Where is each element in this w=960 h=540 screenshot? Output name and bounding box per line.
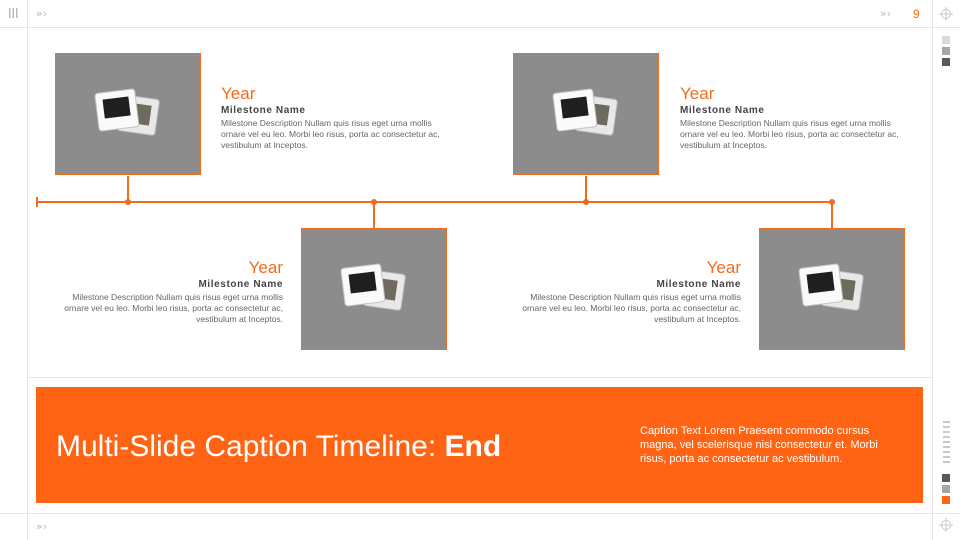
banner-title[interactable] <box>56 430 501 464</box>
milestone-name: Milestone Name <box>198 279 283 290</box>
frame-middle-rule <box>28 377 932 378</box>
slides-icon <box>551 85 623 145</box>
timeline-dot <box>125 199 131 205</box>
timeline-axis <box>36 201 832 203</box>
milestone-name: Milestone Name <box>221 105 306 116</box>
slide-number: 9 <box>913 7 920 21</box>
double-chevron-right-icon[interactable]: »› <box>880 7 892 20</box>
milestone <box>680 84 902 151</box>
swatch-dark-gray <box>942 474 950 482</box>
layout-lines-indicator <box>943 441 950 443</box>
banner-title-bold: End <box>444 430 502 463</box>
frame-top-rule <box>0 27 960 28</box>
milestone-description: Milestone Description Nullam quis risus eget urna mollis ornare vel eu leo. Morbi leo risus, porta ac consectetur ac, vestibulum at Inceptos. <box>680 118 899 150</box>
milestone-year: Year <box>680 84 715 103</box>
layout-lines-indicator <box>943 451 950 453</box>
swatch-orange <box>942 496 950 504</box>
layout-lines-indicator <box>943 456 950 458</box>
timeline-dot <box>829 199 835 205</box>
swatch-mid-gray <box>942 47 950 55</box>
layout-lines-indicator <box>943 421 950 423</box>
milestone-year: Year <box>221 84 256 103</box>
slides-icon <box>93 85 165 145</box>
caption-banner[interactable] <box>36 387 923 503</box>
image-placeholder[interactable] <box>759 228 905 350</box>
layout-lines-indicator <box>943 436 950 438</box>
timeline-dot <box>583 199 589 205</box>
layout-lines-indicator <box>943 446 950 448</box>
milestone-description: Milestone Description Nullam quis risus eget urna mollis ornare vel eu leo. Morbi leo risus, porta ac consectetur ac, vestibulum at Inceptos. <box>64 292 283 324</box>
slides-icon <box>797 260 869 320</box>
swatch-dark-gray <box>942 58 950 66</box>
slides-icon <box>339 260 411 320</box>
frame-left-rule <box>27 0 28 540</box>
milestone <box>221 84 443 151</box>
milestone-year: Year <box>248 258 283 277</box>
double-chevron-right-icon[interactable]: »› <box>36 520 48 533</box>
image-placeholder[interactable] <box>513 53 659 175</box>
crosshair-icon <box>939 518 953 532</box>
crosshair-icon <box>939 7 953 21</box>
milestone-year: Year <box>706 258 741 277</box>
timeline-stem <box>831 202 833 228</box>
layout-lines-indicator <box>943 426 950 428</box>
swatch-light-gray <box>942 36 950 44</box>
milestone-name: Milestone Name <box>656 279 741 290</box>
milestone-name: Milestone Name <box>680 105 765 116</box>
frame-right-rule <box>932 0 933 540</box>
double-chevron-right-icon[interactable]: »› <box>36 7 48 20</box>
frame-bottom-rule <box>0 513 960 514</box>
image-placeholder[interactable] <box>301 228 447 350</box>
timeline-stem <box>373 202 375 228</box>
timeline-start-tick <box>36 197 38 207</box>
milestone <box>61 258 283 325</box>
image-placeholder[interactable] <box>55 53 201 175</box>
milestone-description: Milestone Description Nullam quis risus eget urna mollis ornare vel eu leo. Morbi leo risus, porta ac consectetur ac, vestibulum at Inceptos. <box>522 292 741 324</box>
timeline-dot <box>371 199 377 205</box>
hamburger-icon[interactable] <box>9 8 18 20</box>
layout-lines-indicator <box>943 461 950 463</box>
milestone <box>519 258 741 325</box>
swatch-mid-gray <box>942 485 950 493</box>
banner-caption[interactable]: Caption Text Lorem Praesent commodo cursus magna, vel scelerisque nisl consectetur et. Morbi risus, porta ac consectetur ac vestibulum. <box>640 425 878 465</box>
layout-lines-indicator <box>943 431 950 433</box>
milestone-description: Milestone Description Nullam quis risus eget urna mollis ornare vel eu leo. Morbi leo risus, porta ac consectetur ac, vestibulum at Inceptos. <box>221 118 440 150</box>
banner-title-prefix: Multi-Slide Caption Timeline: <box>56 430 445 463</box>
